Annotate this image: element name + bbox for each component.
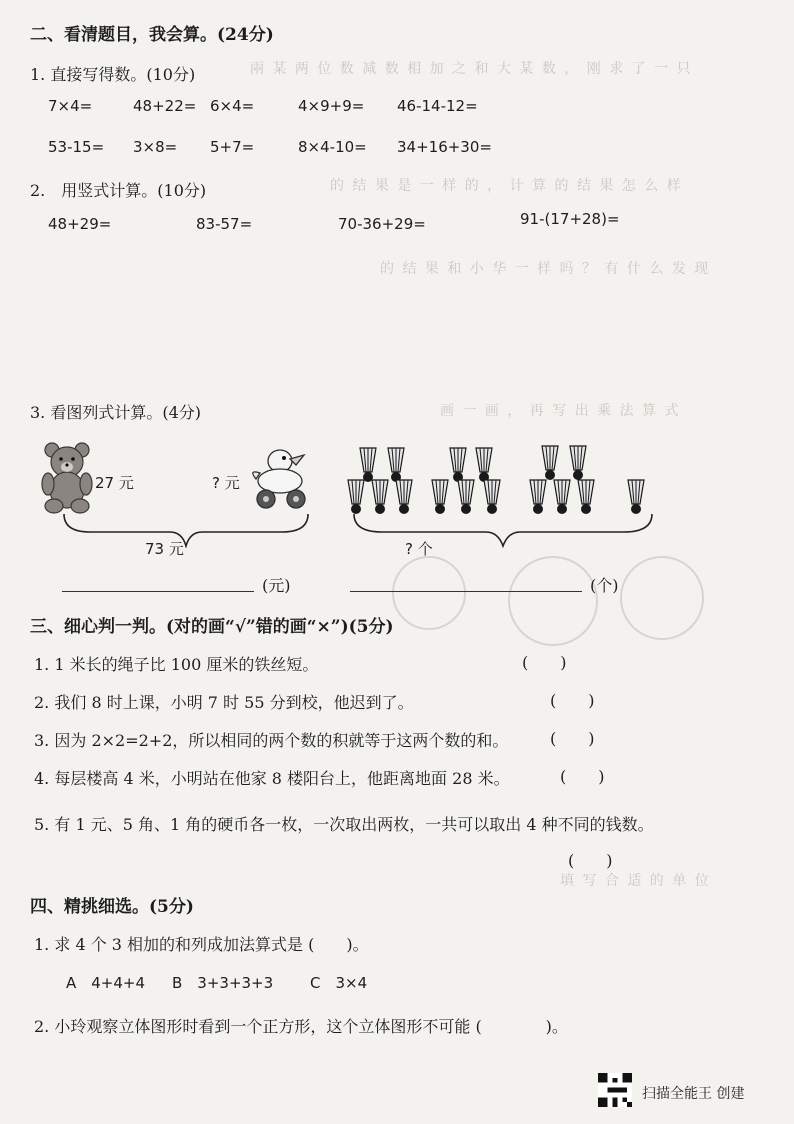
bear-price: 27 元 [95,474,134,492]
vertical-calc-item: 83-57= [196,215,253,233]
bleed-through-text: 的 结 果 和 小 华 一 样 吗 ？ 有 什 么 发 现 [380,261,711,277]
bleed-through-text: 的 结 果 是 一 样 的 ， 计 算 的 结 果 怎 么 样 [330,178,683,194]
shuttlecock-brace [352,512,654,548]
choice-question: 2. 小玲观察立体图形时看到一个正方形，这个立体图形不可能 ( )。 [34,1017,568,1036]
judge-item: 5. 有 1 元、5 角、1 角的硬币各一枚，一次取出两枚，一共可以取出 4 种不同的钱数。 [34,815,654,834]
answer-line-ge[interactable] [350,591,582,592]
answer-paren[interactable]: ( ) [550,729,595,748]
unit-ge: (个) [590,576,619,595]
choice-option-c[interactable]: C 3×4 [310,974,368,992]
vertical-calc-item: 48+29= [48,215,112,233]
judge-item: 1. 1 米长的绳子比 100 厘米的铁丝短。 [34,655,319,674]
judge-item: 4. 每层楼高 4 米，小明站在他家 8 楼阳台上，他距离地面 28 米。 [34,769,510,788]
bleed-through-text: 填 写 合 适 的 单 位 [560,873,711,889]
q2-title: 2. 用竖式计算。(10分) [30,181,207,200]
scanner-watermark: 扫描全能王 创建 [642,1086,745,1102]
bleed-through-text: 兩 某 两 位 数 减 数 相 加 之 和 大 某 数 ， 刚 求 了 一 只 [250,61,693,77]
duck-price: ? 元 [212,474,240,492]
answer-paren[interactable]: ( ) [550,691,595,710]
calc-item: 4×9+9= [298,97,365,115]
shuttlecock-group-icon [340,438,660,522]
answer-paren[interactable]: ( ) [522,653,567,672]
answer-paren[interactable]: ( ) [568,851,613,870]
section-2-title: 二、看清题目，我会算。(24分) [30,25,274,45]
calc-item: 3×8= [133,138,178,156]
total-brace [62,512,310,548]
answer-paren[interactable]: ( ) [560,767,605,786]
calc-item: 6×4= [210,97,255,115]
bleed-through-clock [620,556,704,640]
q3-title: 3. 看图列式计算。(4分) [30,403,202,422]
section-3-title: 三、细心判一判。(对的画“√”错的画“×”)(5分) [30,617,394,637]
teddy-bear-icon [40,440,96,516]
unit-yuan: (元) [262,576,291,595]
bleed-through-clock [392,556,466,630]
calc-item: 48+22= [133,97,197,115]
calc-item: 5+7= [210,138,255,156]
judge-item: 3. 因为 2×2=2+2，所以相同的两个数的积就等于这两个数的和。 [34,731,509,750]
qr-code-icon [598,1073,632,1107]
bleed-through-clock [508,556,598,646]
calc-item: 53-15= [48,138,105,156]
total-price: 73 元 [145,540,184,558]
toy-duck-icon [250,445,314,511]
vertical-calc-item: 70-36+29= [338,215,426,233]
calc-item: 7×4= [48,97,93,115]
choice-option-b[interactable]: B 3+3+3+3 [172,974,274,992]
choice-question: 1. 求 4 个 3 相加的和列成加法算式是 ( )。 [34,935,369,954]
choice-option-a[interactable]: A 4+4+4 [66,974,146,992]
bleed-through-text: 画 一 画 ， 再 写 出 乘 法 算 式 [440,403,681,419]
shuttlecock-total: ? 个 [405,540,433,558]
answer-line-yuan[interactable] [62,591,254,592]
calc-item: 34+16+30= [397,138,492,156]
calc-item: 46-14-12= [397,97,478,115]
judge-item: 2. 我们 8 时上课，小明 7 时 55 分到校，他迟到了。 [34,693,414,712]
calc-item: 8×4-10= [298,138,367,156]
section-4-title: 四、精挑细选。(5分) [30,897,194,917]
vertical-calc-item: 91-(17+28)= [520,210,620,228]
q1-title: 1. 直接写得数。(10分) [30,65,196,84]
